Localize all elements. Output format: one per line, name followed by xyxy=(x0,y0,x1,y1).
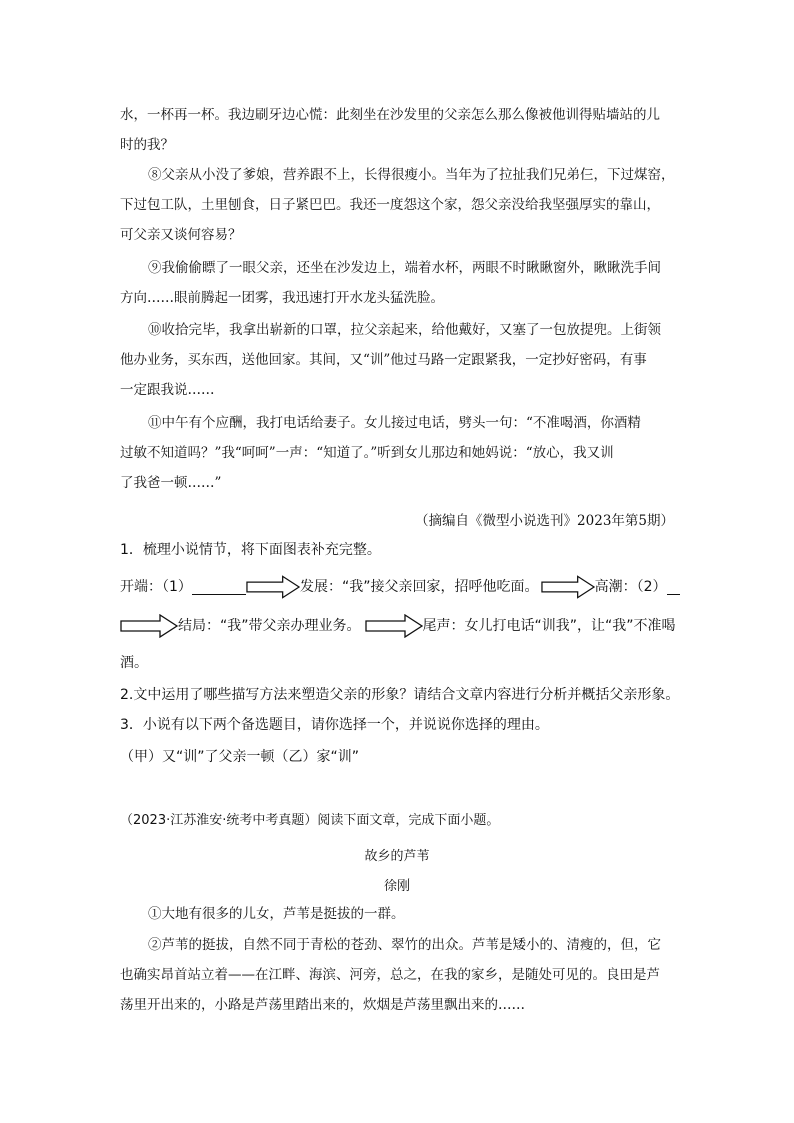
story-line: 水，一杯再一杯。我边刷牙边心慌：此刻坐在沙发里的父亲怎么那么像被他训得贴墙站的儿 xyxy=(120,107,660,123)
story-line: 时的我？ xyxy=(120,137,174,153)
plot-flow-row-2 xyxy=(120,614,680,638)
right-arrow-icon xyxy=(246,575,300,599)
flow-ending: 结局：“我”带父亲办理业务。 xyxy=(178,618,361,634)
article-title: 故乡的芦苇 xyxy=(364,849,430,864)
question-2: 2.文中运用了哪些描写方法来塑造父亲的形象？请结合文章内容进行分析并概括父亲形象。 xyxy=(120,687,680,703)
story-line: 一定跟我说…… xyxy=(120,382,215,398)
story-paragraph-9: ⑨我偷偷瞟了一眼父亲，还坐在沙发边上，端着水杯，两眼不时瞅瞅窗外，瞅瞅洗手间 xyxy=(148,260,661,276)
flow-start-label: 开端：（1） xyxy=(120,579,192,595)
story-source: （摘编自《微型小说选刊》2023年第5期） xyxy=(415,513,674,529)
answer-blank-1[interactable] xyxy=(192,580,246,595)
story-line: 他办业务，买东西，送他回家。其间，又“训”他过马路一定跟紧我，一定抄好密码，有事 xyxy=(120,352,647,368)
story-paragraph-10: ⑩收拾完毕，我拿出崭新的口罩，拉父亲起来，给他戴好，又塞了一包放提兜。上街领 xyxy=(148,322,661,338)
flow-epilogue-cont: 酒。 xyxy=(120,655,148,671)
right-arrow-icon xyxy=(365,614,423,638)
article-paragraph-2: ②芦苇的挺拔，自然不同于青松的苍劲、翠竹的出众。芦苇是矮小的、清瘦的，但，它 xyxy=(148,937,661,953)
answer-blank-2[interactable] xyxy=(667,580,681,595)
story-line: 方向……眼前腾起一团雾，我迅速打开水龙头猛洗脸。 xyxy=(120,290,444,306)
story-line: 过敏不知道吗？”我“呵呵”一声：“知道了。”听到女儿那边和她妈说：“放心，我又训 xyxy=(120,445,614,461)
flow-epilogue: 尾声：女儿打电话“训我”，让“我”不准喝 xyxy=(422,618,676,634)
article-line: 荡里开出来的，小路是芦荡里踏出来的，炊烟是芦荡里飘出来的…… xyxy=(120,997,525,1013)
story-paragraph-8: ⑧父亲从小没了爹娘，营养跟不上，长得很瘦小。当年为了拉扯我们兄弟仨，下过煤窑， xyxy=(148,167,675,183)
section-intro: （2023·江苏淮安·统考中考真题）阅读下面文章，完成下面小题。 xyxy=(120,813,500,828)
right-arrow-icon xyxy=(541,575,595,599)
article-paragraph-1: ①大地有很多的儿女，芦苇是挺拔的一群。 xyxy=(148,906,405,922)
story-line: 可父亲又谈何容易？ xyxy=(120,227,242,243)
right-arrow-icon xyxy=(120,614,178,638)
story-line: 了我爸一顿……” xyxy=(120,475,222,491)
story-paragraph-11: ⑪中午有个应酬，我打电话给妻子。女儿接过电话，劈头一句：“不准喝酒，你酒精 xyxy=(148,415,641,431)
story-line: 下过包工队，土里刨食，日子紧巴巴。我还一度怨这个家，怨父亲没给我坚强厚实的靠山， xyxy=(120,197,660,213)
question-3-options: （甲）又“训”了父亲一顿（乙）家“训” xyxy=(120,749,360,765)
article-line: 也确实昂首站立着——在江畔、海滨、河旁，总之，在我的家乡，是随处可见的。良田是芦 xyxy=(120,967,660,983)
flow-climax-label: 高潮：（2） xyxy=(594,579,667,595)
question-1: 1．梳理小说情节，将下面图表补充完整。 xyxy=(120,542,381,558)
question-3: 3．小说有以下两个备选题目，请你选择一个，并说说你选择的理由。 xyxy=(120,717,549,733)
article-author: 徐刚 xyxy=(383,879,410,894)
plot-flow-row-1 xyxy=(120,575,680,599)
flow-development: 发展：“我”接父亲回家，招呼他吃面。 xyxy=(300,579,539,595)
